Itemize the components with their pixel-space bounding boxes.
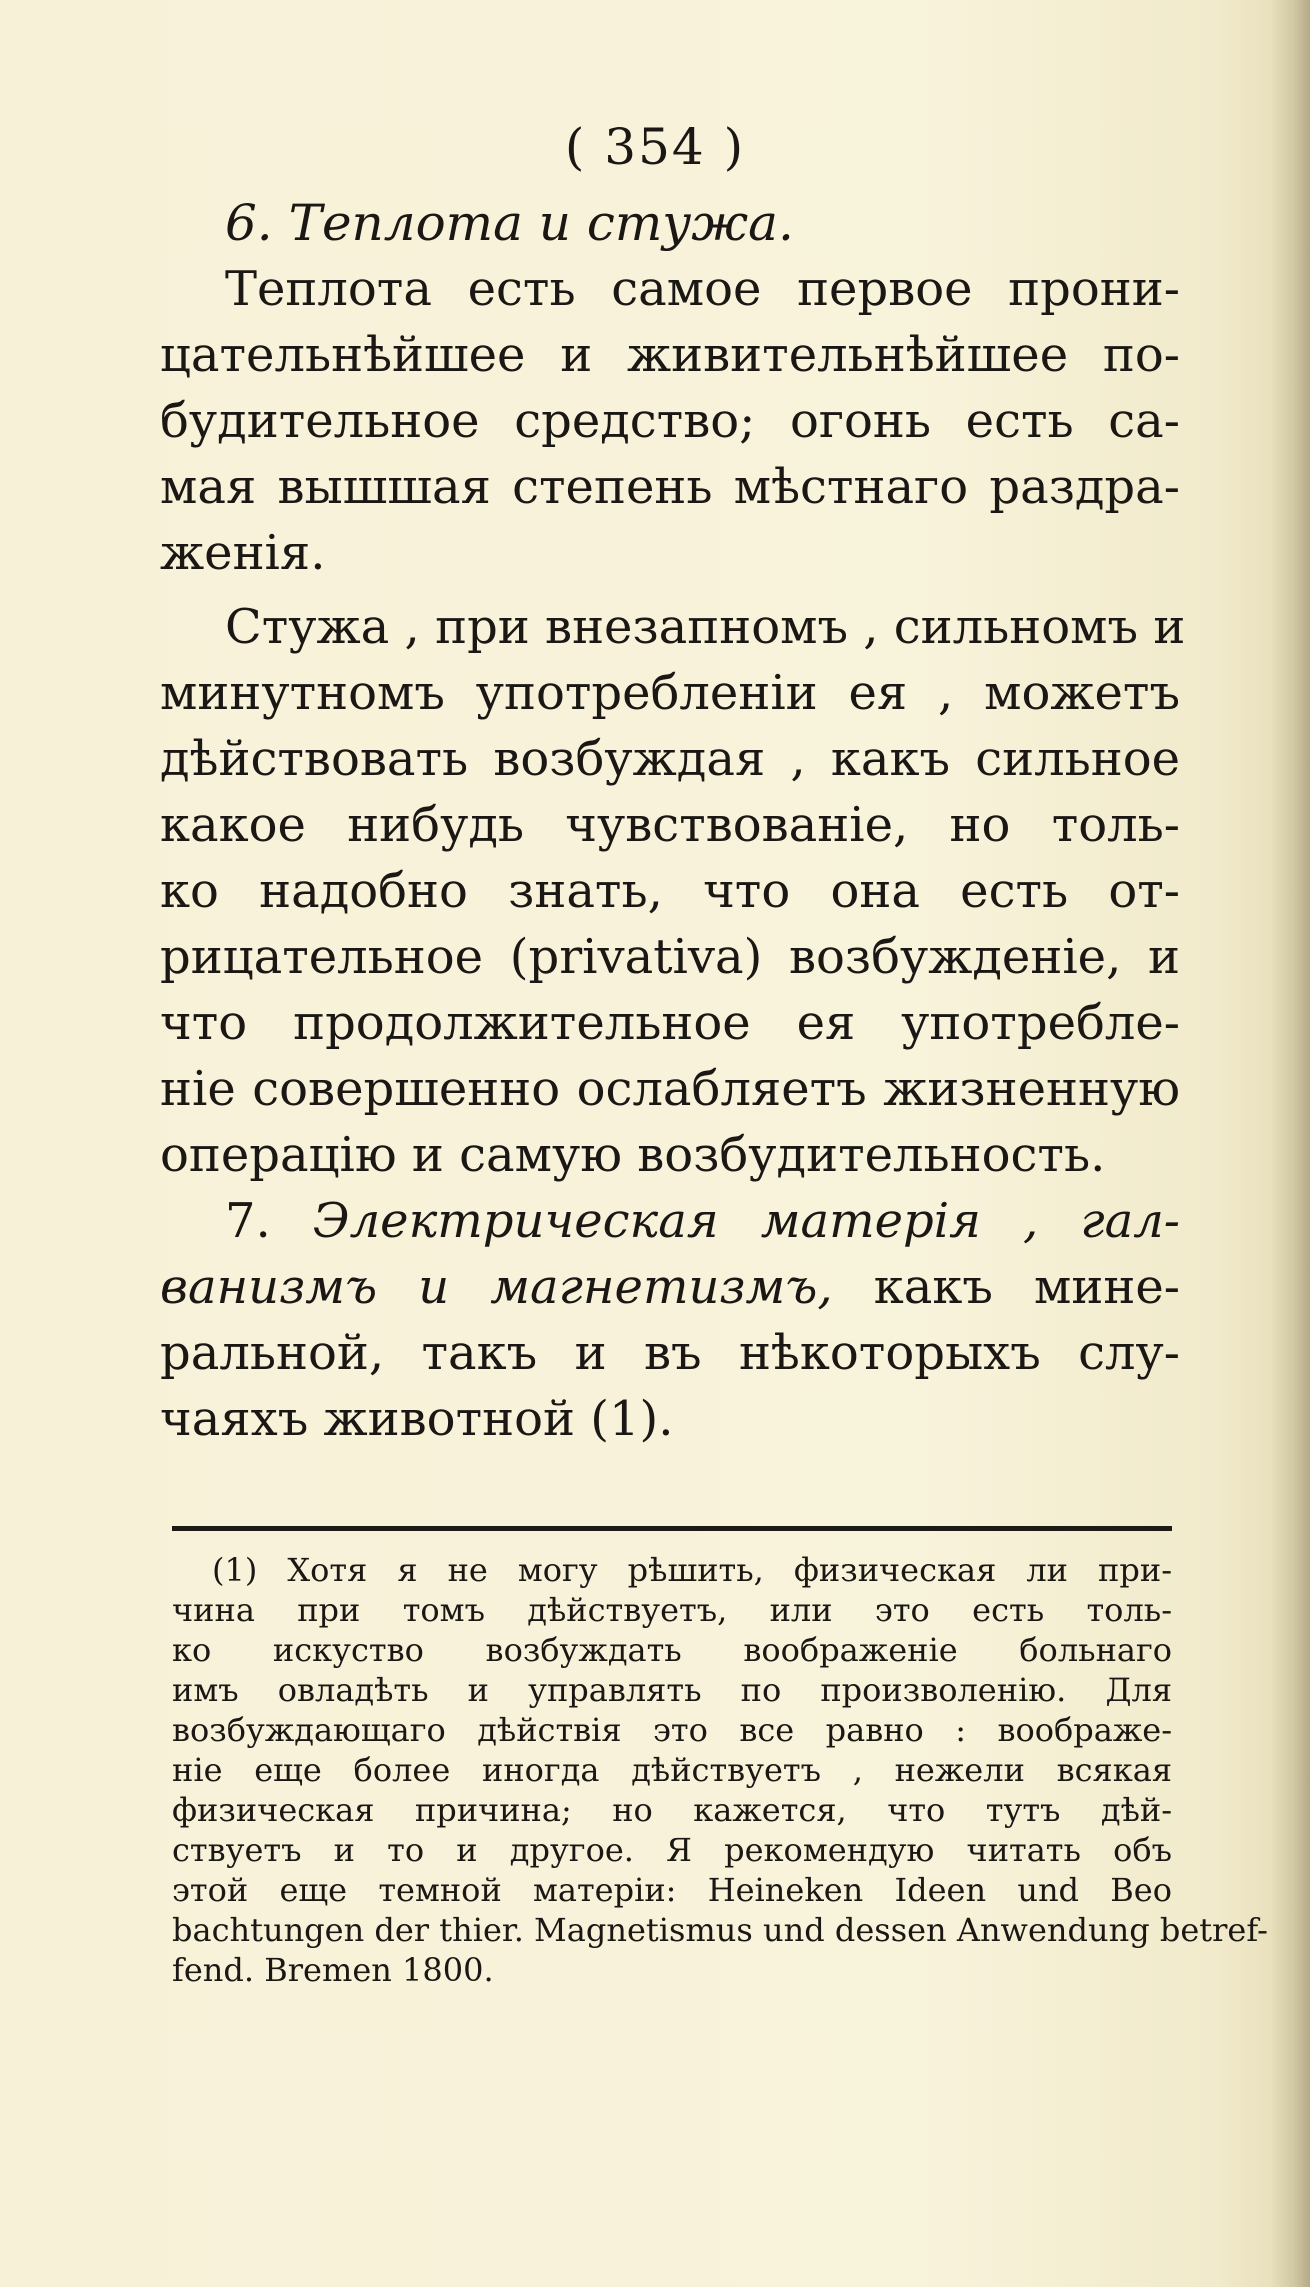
main-text [160, 190, 1186, 1452]
paragraph-cold [160, 594, 1186, 1188]
text-line: дѣйствовать возбуждая , какъ сильное [160, 731, 1180, 787]
text-line: ко надобно знать, что она есть от- [160, 863, 1180, 919]
footnote-line: физическая причина; но кажется, что тутъ дѣй- [172, 1791, 1172, 1829]
footnote-line: fend. Bremen 1800. [172, 1951, 494, 1989]
paragraph-electricity [160, 1188, 1180, 1452]
footnote [172, 1550, 1268, 1990]
text-line: Теплота есть самое первое прони- [225, 261, 1180, 317]
text-line: операцію и самую возбудительность. [160, 1127, 1106, 1183]
text-line: ральной, такъ и въ нѣкоторыхъ слу- [160, 1325, 1180, 1381]
text-line [160, 1254, 1180, 1320]
section-number-7: 7. [225, 1193, 271, 1249]
text-line: будительное средство; огонь есть са- [160, 393, 1180, 449]
footnote-line: ствуетъ и то и другое. Я рекомендую читать объ [172, 1831, 1172, 1869]
text-line: минутномъ употребленіи ея , можетъ [160, 665, 1180, 721]
text-line: Стужа , при внезапномъ , сильномъ и [225, 599, 1186, 655]
footnote-line: этой еще темной матеріи: Heineken Ideen und Beo [172, 1871, 1172, 1909]
footnote-line: bachtungen der thier. Magnetismus und dessen Anwendung betref- [172, 1911, 1268, 1949]
text-line: чаяхъ живoтной (1). [160, 1391, 674, 1447]
footnote-line: ко искуство возбуждать воображеніе больнаго [172, 1631, 1172, 1669]
text-line: мая вышшая степень мѣстнаго раздра- [160, 459, 1180, 515]
section-heading-7-cont: ванизмъ и магнетизмъ, [160, 1259, 833, 1315]
text-line: цательнѣйшее и живительнѣйшее по- [160, 327, 1180, 383]
text-line: ніе совершенно ослабляетъ жизненную [160, 1061, 1180, 1117]
footnote-line: ніе еще более иногда дѣйствуетъ , нежели всякая [172, 1751, 1172, 1789]
page-number: ( 354 ) [564, 118, 746, 176]
footnote-divider [172, 1526, 1172, 1531]
page-edge-shadow [1270, 0, 1310, 2287]
text-line: рицательное (privativa) возбужденіе, и [160, 929, 1180, 985]
footnote-line: чина при томъ дѣйствуетъ, или это есть толь- [172, 1591, 1172, 1629]
text-line: что продолжительное ея употребле- [160, 995, 1180, 1051]
footnote-line: возбуждающаго дѣйствія это все равно : воображе- [172, 1711, 1172, 1749]
footnote-line: имъ овладѣть и управлять по произволенію. Для [172, 1671, 1172, 1709]
footnote-line: (1) Хотя я не могу рѣшить, физическая ли при- [212, 1551, 1172, 1589]
text-line: какое нибудь чувствованіе, но толь- [160, 797, 1180, 853]
paragraph-heat [160, 256, 1180, 586]
text-line [160, 1188, 1180, 1254]
text-line: женія. [160, 525, 326, 581]
text-fragment: какъ мине- [832, 1259, 1180, 1315]
section-heading-6: 6. Теплота и стужа. [225, 194, 794, 252]
section-heading-7: Электрическая матерія , гал- [312, 1193, 1180, 1249]
